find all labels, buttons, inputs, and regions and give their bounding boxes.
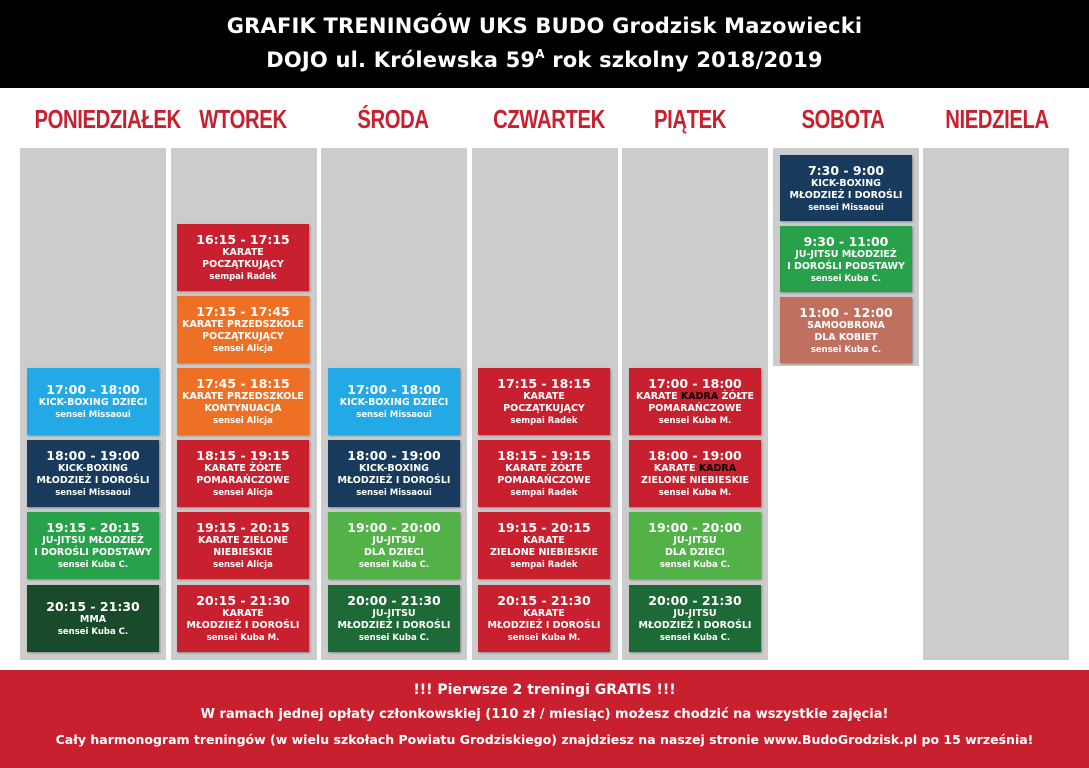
class-coach: sensei Kuba C. — [57, 560, 129, 570]
class-time: 17:45 - 18:15 — [196, 376, 290, 391]
class-coach: sensei Kuba M. — [658, 488, 732, 498]
class-coach: sensei Kuba C. — [810, 344, 882, 355]
class-block — [478, 368, 610, 435]
class-block — [780, 155, 912, 221]
footer-promo: !!! Pierwsze 2 treningi GRATIS !!! — [413, 682, 676, 698]
class-name-prefix: KARATE — [636, 391, 681, 402]
class-name: JU-JITSU — [372, 535, 416, 546]
class-coach: sensei Missaoui — [808, 202, 884, 213]
class-block — [177, 512, 309, 579]
class-time: 20:15 - 21:30 — [196, 593, 290, 608]
class-coach: sensei Kuba C. — [659, 560, 731, 570]
class-name: DLA DZIECI — [364, 547, 424, 558]
class-coach: sensei Alicja — [213, 416, 273, 426]
day-tuesday: WTOREK — [199, 104, 287, 134]
class-name: KARATE — [523, 535, 565, 546]
day-friday: PIĄTEK — [653, 104, 727, 134]
class-coach: sensei Missaoui — [55, 410, 131, 420]
column-sunday — [923, 148, 1069, 660]
class-time: 17:00 - 18:00 — [347, 382, 441, 397]
class-time: 18:00 - 19:00 — [648, 448, 742, 463]
class-time: 18:15 - 19:15 — [497, 448, 591, 463]
class-block — [177, 585, 309, 652]
class-time: 20:00 - 21:30 — [648, 593, 742, 608]
class-block — [629, 368, 761, 435]
class-time: 9:30 - 11:00 — [803, 233, 889, 249]
class-block — [478, 585, 610, 652]
class-coach: sempai Radek — [510, 416, 578, 426]
class-name: POCZĄTKUJĄCY — [202, 331, 284, 342]
subtitle-school-year: rok szkolny 2018/2019 — [544, 48, 823, 72]
class-coach: sensei Alicja — [213, 344, 273, 354]
class-block — [478, 512, 610, 579]
class-block — [780, 297, 912, 363]
class-block — [177, 368, 309, 435]
class-name: POMARAŃCZOWE — [648, 403, 742, 414]
class-coach: sempai Radek — [510, 488, 578, 498]
class-name: MŁODZIEŻ I DOROŚLI — [36, 475, 150, 486]
class-coach: sempai Radek — [209, 272, 277, 282]
class-time: 19:00 - 20:00 — [347, 520, 441, 535]
class-time: 19:15 - 20:15 — [497, 520, 591, 535]
class-name: I DOROŚLI PODSTAWY — [787, 260, 905, 272]
day-monday: PONIEDZIAŁEK — [34, 104, 181, 134]
class-time: 19:00 - 20:00 — [648, 520, 742, 535]
kadra-highlight: KADRA — [680, 391, 719, 402]
class-name — [654, 463, 736, 475]
class-name: KONTYNUACJA — [204, 403, 282, 414]
class-name — [636, 391, 754, 403]
class-name: KICK-BOXING DZIECI — [339, 397, 449, 408]
class-name: JU-JITSU MŁODZIEŻ — [795, 248, 897, 260]
class-coach: sensei Alicja — [213, 560, 273, 570]
class-coach: sensei Kuba C. — [57, 627, 129, 637]
class-name: KICK-BOXING — [58, 463, 128, 474]
class-time: 20:00 - 21:30 — [347, 593, 441, 608]
class-time: 17:15 - 18:15 — [497, 376, 591, 391]
class-time: 16:15 - 17:15 — [196, 232, 290, 247]
class-name: NIEBIESKIE — [213, 547, 273, 558]
class-time: 20:15 - 21:30 — [46, 599, 140, 614]
footer-website-info: Cały harmonogram treningów (w wielu szkołach Powiatu Grodziskiego) znajdziesz na naszej stronie www.BudoGrodzisk.pl po 15 września! — [55, 732, 1034, 747]
class-name: MŁODZIEŻ I DOROŚLI — [487, 620, 601, 631]
footer-banner — [0, 670, 1089, 768]
class-block — [328, 440, 460, 507]
class-name: KICK-BOXING DZIECI — [38, 397, 148, 408]
class-name: KARATE ŻÓŁTE — [204, 463, 282, 474]
class-name: POMARAŃCZOWE — [497, 475, 591, 486]
class-name: MŁODZIEŻ I DOROŚLI — [337, 475, 451, 486]
class-block — [27, 368, 159, 435]
class-block — [27, 512, 159, 579]
class-name: KARATE PRZEDSZKOLE — [182, 391, 304, 402]
class-block — [177, 224, 309, 291]
class-block — [780, 226, 912, 292]
class-name: DLA DZIECI — [665, 547, 725, 558]
class-name: JU-JITSU MŁODZIEŻ — [42, 535, 144, 546]
footer-fee-info: W ramach jednej opłaty członkowskiej (110 zł / miesiąc) możesz chodzić na wszystkie zajęcia! — [200, 707, 889, 722]
class-name: SAMOOBRONA — [807, 319, 885, 331]
class-block — [328, 585, 460, 652]
class-name: JU-JITSU — [673, 608, 717, 619]
class-name: MŁODZIEŻ I DOROŚLI — [337, 620, 451, 631]
class-coach: sensei Kuba C. — [358, 560, 430, 570]
class-block — [328, 512, 460, 579]
day-wednesday: ŚRODA — [357, 104, 429, 134]
class-name: KARATE ŻÓŁTE — [505, 463, 583, 474]
class-name: DLA KOBIET — [814, 331, 878, 343]
class-block — [328, 368, 460, 435]
class-coach: sensei Kuba C. — [810, 273, 882, 284]
class-coach: sensei Kuba C. — [358, 633, 430, 643]
day-thursday: CZWARTEK — [493, 104, 605, 134]
class-time: 19:15 - 20:15 — [196, 520, 290, 535]
class-name: KARATE — [523, 391, 565, 402]
day-sunday: NIEDZIELA — [945, 104, 1049, 134]
class-name: I DOROŚLI PODSTAWY — [34, 547, 152, 558]
class-coach: sensei Kuba M. — [507, 633, 581, 643]
class-coach: sensei Alicja — [213, 488, 273, 498]
class-name: POCZĄTKUJĄCY — [503, 403, 585, 414]
class-name: ZIELONE NIEBIESKIE — [490, 547, 598, 558]
class-name: KARATE — [222, 608, 264, 619]
class-name: POCZĄTKUJĄCY — [202, 259, 284, 270]
kadra-highlight: KADRA — [698, 463, 737, 474]
class-name: KARATE — [222, 247, 264, 258]
subtitle-address: DOJO ul. Królewska 59 — [266, 48, 536, 72]
class-name-prefix: KARATE — [653, 463, 699, 474]
class-coach: sensei Missaoui — [55, 488, 131, 498]
header-banner — [0, 0, 1089, 88]
class-coach: sensei Kuba C. — [659, 633, 731, 643]
class-block — [629, 512, 761, 579]
class-coach: sensei Kuba M. — [206, 633, 280, 643]
class-block — [629, 585, 761, 652]
class-name: KARATE — [523, 608, 565, 619]
class-name: JU-JITSU — [372, 608, 416, 619]
class-coach: sensei Missaoui — [356, 410, 432, 420]
class-name-suffix: ŻÓŁTE — [718, 391, 754, 402]
class-name: ZIELONE NIEBIESKIE — [641, 475, 749, 486]
class-coach: sensei Missaoui — [356, 488, 432, 498]
class-name: MŁODZIEŻ I DOROŚLI — [638, 620, 752, 631]
class-time: 18:00 - 19:00 — [347, 448, 441, 463]
class-name: KICK-BOXING — [359, 463, 429, 474]
class-time: 17:00 - 18:00 — [46, 382, 140, 397]
class-time: 20:15 - 21:30 — [497, 593, 591, 608]
class-name: MŁODZIEŻ I DOROŚLI — [186, 620, 300, 631]
class-name: KICK-BOXING — [811, 177, 881, 189]
class-name: JU-JITSU — [673, 535, 717, 546]
class-time: 19:15 - 20:15 — [46, 520, 140, 535]
class-time: 18:00 - 19:00 — [46, 448, 140, 463]
class-block — [27, 440, 159, 507]
class-name: KARATE PRZEDSZKOLE — [182, 319, 304, 330]
class-block — [177, 440, 309, 507]
class-block — [177, 296, 309, 363]
class-time: 11:00 - 12:00 — [799, 304, 893, 320]
class-block — [478, 440, 610, 507]
class-block — [629, 440, 761, 507]
day-saturday: SOBOTA — [801, 104, 885, 134]
class-coach: sensei Kuba M. — [658, 416, 732, 426]
schedule-subtitle — [0, 47, 1089, 72]
class-time: 7:30 - 9:00 — [807, 162, 885, 178]
class-block — [27, 585, 159, 652]
class-name: MMA — [79, 614, 107, 625]
class-time: 17:15 - 17:45 — [196, 304, 290, 319]
class-name: POMARAŃCZOWE — [196, 475, 290, 486]
class-time: 18:15 - 19:15 — [196, 448, 290, 463]
class-name: MŁODZIEŻ I DOROŚLI — [789, 189, 903, 201]
schedule-title: GRAFIK TRENINGÓW UKS BUDO Grodzisk Mazowiecki — [226, 14, 863, 38]
subtitle-address-sup: A — [535, 47, 545, 61]
class-time: 17:00 - 18:00 — [648, 376, 742, 391]
class-coach: sempai Radek — [510, 560, 578, 570]
class-name: KARATE ZIELONE — [197, 535, 289, 546]
